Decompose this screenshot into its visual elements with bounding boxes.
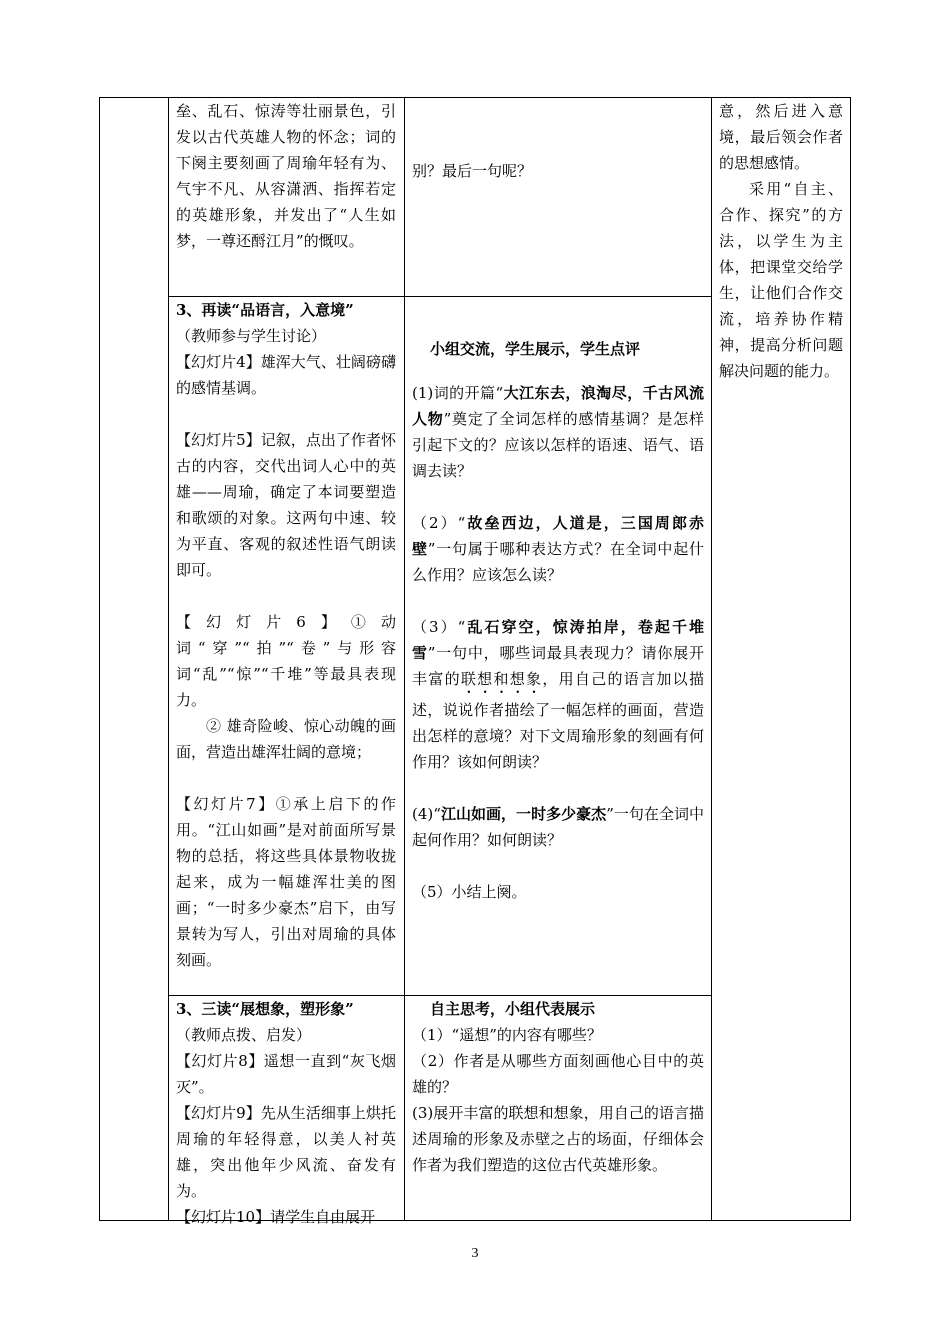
section3-heading: 3、三读“展想象，塑形象”: [176, 1000, 354, 1018]
section3-note: （教师点拨、启发）: [176, 1026, 312, 1044]
slide5-text: 【幻灯片5】记叙，点出了作者怀古的内容，交代出词人心中的英雄——周瑜，确定了本词要塑造和歌颂的对象。这两句中速、较为平直、客观的叙述性语气朗读即可。: [176, 431, 396, 579]
section2-note: （教师参与学生讨论）: [176, 327, 327, 345]
question-2: （2）“故垒西边，人道是，三国周郎赤壁”一句属于哪种表达方式？在全词中起什么作用？应该怎么读？: [412, 514, 704, 584]
row1-student-cell: [412, 158, 704, 184]
row2-student-cell: [412, 336, 704, 905]
row3-student-cell: [412, 996, 704, 1178]
question-3: （3）“乱石穿空，惊涛拍岸，卷起千堆雪”一句中，哪些词最具表现力？请你展开丰富的联想和想象，用自己的语言加以描述，说说作者描绘了一幅怎样的画面，营造出怎样的意境？对下文周瑜形象的刻画有何作用？该如何朗读？: [412, 618, 704, 771]
page-number: 3: [471, 1246, 479, 1261]
slide6-text: 【幻灯片6】①动词“穿”“拍”“卷”与形容词“乱”“惊”“千堆”等最具表现力。: [176, 613, 396, 709]
section3-student-heading: 自主思考，小组代表展示: [430, 1000, 596, 1018]
table-border-right: [850, 97, 851, 1220]
slide4-text: 【幻灯片4】雄浑大气、壮阔磅礴的感情基调。: [176, 353, 396, 397]
section2-heading: 3、再读“品语言，入意境”: [176, 301, 354, 319]
slide9-text: 【幻灯片9】先从生活细事上烘托周瑜的年轻得意，以美人衬英雄，突出他年少风流、奋发有为。: [176, 1104, 396, 1200]
table-divider-3: [711, 97, 712, 1220]
row1-student-text: 别？最后一句呢？: [412, 162, 533, 180]
table-divider-2: [404, 97, 405, 1220]
design-intent-text-2: 采用“自主、合作、探究”的方法，以学生为主体，把课堂交给学生，让他们合作交流，培养协作精神，提高分析问题解决问题的能力。: [719, 180, 843, 380]
row3-teacher-cell: [176, 996, 396, 1230]
question-5: （5）小结上阕。: [412, 883, 527, 901]
section3-question-3: (3)展开丰富的联想和想象，用自己的语言描述周瑜的形象及赤壁之占的场面，仔细体会作者为我们塑造的这位古代英雄形象。: [412, 1104, 704, 1174]
row1-teacher-text: 垒、乱石、惊涛等壮丽景色，引发以古代英雄人物的怀念；词的下阕主要刻画了周瑜年轻有为、气宇不凡、从容潇洒、指挥若定的英雄形象，并发出了“人生如梦，一尊还酹江月”的慨叹。: [176, 102, 396, 250]
section3-question-2: （2）作者是从哪些方面刻画他心目中的英雄的？: [412, 1052, 704, 1096]
question-4: (4)“江山如画，一时多少豪杰”一句在全词中起何作用？如何朗读？: [412, 805, 704, 849]
table-border-left: [99, 97, 100, 1220]
section2-student-heading: 小组交流，学生展示，学生点评: [430, 340, 641, 358]
design-intent-cell: [719, 98, 843, 384]
table-divider-1: [168, 97, 169, 1220]
slide7-text: 【幻灯片7】①承上启下的作用。“江山如画”是对前面所写景物的总括，将这些具体景物收拢起来，成为一幅雄浑壮美的图画；“一时多少豪杰”启下，由写景转为写人，引出对周瑜的具体刻画。: [176, 795, 396, 969]
row1-teacher-cell: [176, 98, 396, 254]
slide8-text: 【幻灯片8】遥想一直到“灰飞烟灭”。: [176, 1052, 396, 1096]
slide6-text-b: ② 雄奇险峻、惊心动魄的画面，营造出雄浑壮阔的意境；: [176, 717, 396, 761]
question-1: (1)词的开篇“大江东去，浪淘尽，千古风流人物”奠定了全词怎样的感情基调？是怎样引起下文的？应该以怎样的语速、语气、语调去读？: [412, 384, 704, 480]
slide10-text: 【幻灯片10】请学生自由展开: [176, 1208, 376, 1226]
design-intent-text-1: 意，然后进入意境，最后领会作者的思想感情。: [719, 102, 843, 172]
row2-teacher-cell: [176, 297, 396, 973]
section3-question-1: （1）“遥想”的内容有哪些？: [412, 1026, 602, 1044]
